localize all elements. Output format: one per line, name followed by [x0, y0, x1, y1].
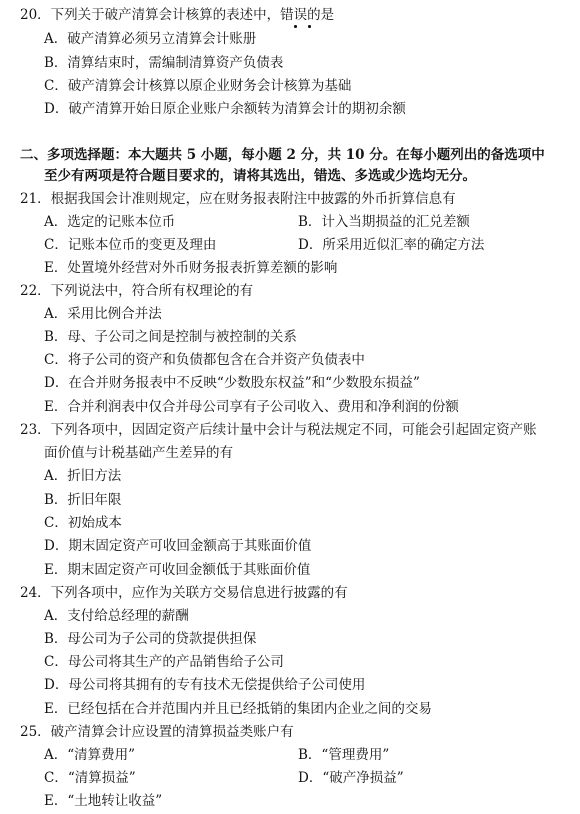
question-24-option-c: C．母公司将其生产的产品销售给子公司 — [44, 654, 284, 670]
question-25-option-c: C．“清算损益” — [44, 770, 136, 786]
emphasis-dots — [290, 25, 318, 29]
question-20-option-b: B．清算结束时，需编制清算资产负债表 — [44, 55, 284, 71]
question-22-option-d: D．在合并财务报表中不反映“少数股东权益”和“少数股东损益” — [44, 375, 420, 391]
question-20-stem: 20．下列关于破产清算会计核算的表述中，错误的是 — [20, 7, 335, 23]
question-23-stem: 23．下列各项中，因固定资产后续计量中会计与税法规定不同，可能会引起固定资产账 — [20, 422, 537, 438]
question-22-stem: 22．下列说法中，符合所有权理论的有 — [20, 283, 254, 299]
question-20-option-d: D．破产清算开始日原企业账户余额转为清算会计的期初余额 — [44, 101, 406, 117]
question-21-option-a: A．选定的记账本位币 — [44, 214, 176, 230]
question-25-option-a: A．“清算费用” — [44, 747, 136, 763]
question-22-option-a: A．采用比例合并法 — [44, 306, 162, 322]
question-24-stem: 24．下列各项中，应作为关联方交易信息进行披露的有 — [20, 585, 348, 601]
question-23-stem-continued: 面价值与计税基础产生差异的有 — [44, 445, 233, 461]
question-21-option-d: D．所采用近似汇率的确定方法 — [298, 237, 485, 253]
question-25-option-b: B．“管理费用” — [298, 747, 390, 763]
question-23-option-a: A．折旧方法 — [44, 468, 122, 484]
question-25-option-d: D．“破产净损益” — [298, 770, 404, 786]
question-20-option-a: A．破产清算必须另立清算会计账册 — [44, 31, 257, 47]
question-21-option-b: B．计入当期损益的汇兑差额 — [298, 214, 470, 230]
section-heading-continued: 至少有两项是符合题目要求的，请将其选出，错选、多选或少选均无分。 — [44, 168, 476, 184]
question-20-option-c: C．破产清算会计核算以原企业财务会计核算为基础 — [44, 78, 352, 94]
question-23-option-d: D．期末固定资产可收回金额高于其账面价值 — [44, 538, 312, 554]
question-24-option-a: A．支付给总经理的薪酬 — [44, 608, 189, 624]
question-23-option-c: C．初始成本 — [44, 515, 122, 531]
question-24-option-d: D．母公司将其拥有的专有技术无偿提供给子公司使用 — [44, 677, 366, 693]
section-heading: 二、多项选择题：本大题共 5 小题，每小题 2 分，共 10 分。在每小题列出的备选项中 — [20, 147, 545, 163]
question-22-option-e: E．合并利润表中仅合并母公司享有子公司收入、费用和净利润的份额 — [44, 399, 459, 415]
question-24-option-b: B．母公司为子公司的贷款提供担保 — [44, 631, 257, 647]
question-25-stem: 25．破产清算会计应设置的清算损益类账户有 — [20, 724, 294, 740]
question-22-option-b: B．母、子公司之间是控制与被控制的关系 — [44, 329, 297, 345]
question-21-stem: 21．根据我国会计准则规定，应在财务报表附注中披露的外币折算信息有 — [20, 191, 456, 207]
question-22-option-c: C．将子公司的资产和负债都包含在合并资产负债表中 — [44, 352, 365, 368]
question-25-option-e: E．“土地转让收益” — [44, 793, 163, 809]
question-24-option-e: E．已经包括在合并范围内并且已经抵销的集团内企业之间的交易 — [44, 701, 432, 717]
question-21-option-e: E．处置境外经营对外币财务报表折算差额的影响 — [44, 260, 338, 276]
question-23-option-b: B．折旧年限 — [44, 492, 122, 508]
question-23-option-e: E．期末固定资产可收回金额低于其账面价值 — [44, 562, 311, 578]
question-21-option-c: C．记账本位币的变更及理由 — [44, 237, 217, 253]
